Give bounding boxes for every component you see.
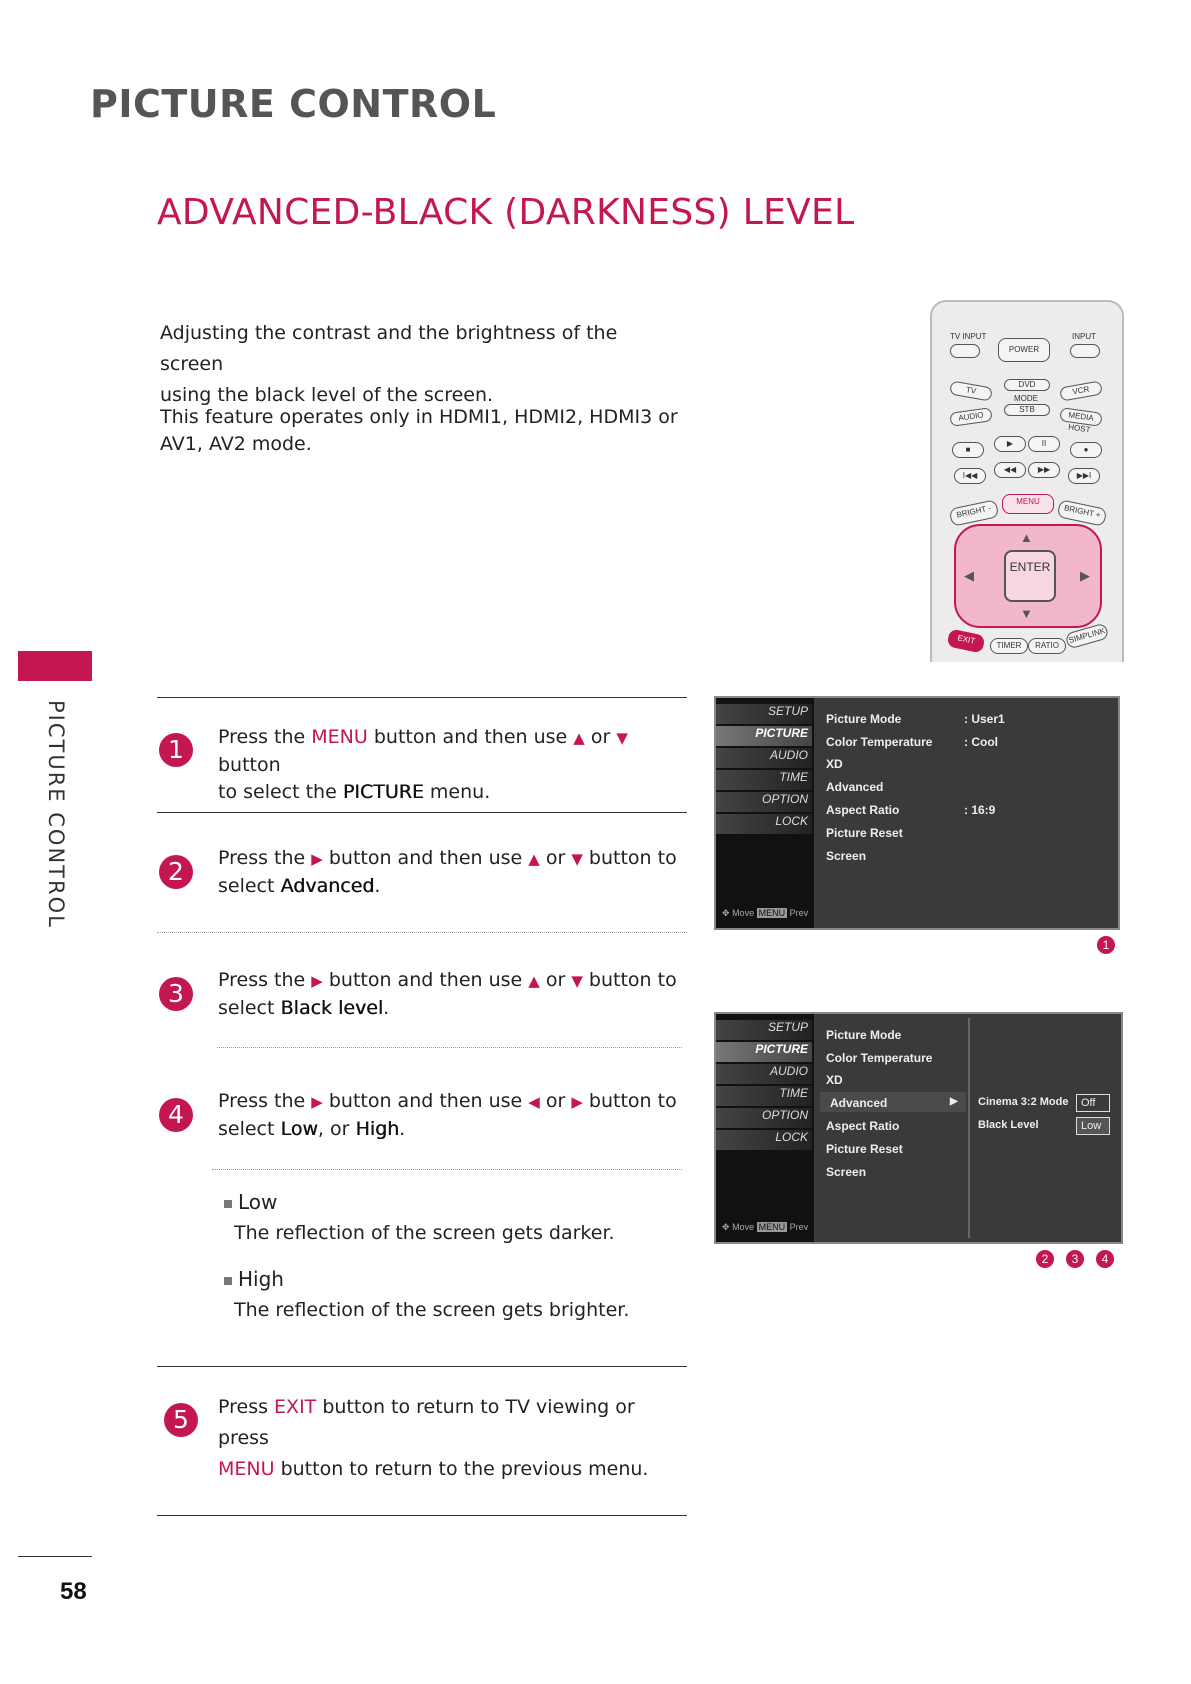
osd-tab-picture: PICTURE [716,726,812,746]
osd-item: Picture Reset [826,1142,903,1156]
enter-button[interactable]: ENTER [1004,550,1056,602]
up-arrow-icon[interactable]: ▲ [1020,530,1033,545]
osd-tab-time: TIME [716,770,812,790]
step-number-5: 5 [164,1403,198,1437]
intro-paragraph-2 [160,402,680,460]
right-arrow-icon: ▶ [571,1093,583,1111]
step-3-text: Press the ▶ button and then use ▲ or ▼ button to select Black level. [218,969,677,1019]
step-1-text: Press the MENU button and then use ▲ or ▼ button to select the PICTURE menu. [218,726,628,803]
timer-button[interactable]: TIMER [990,638,1028,654]
input-label: INPUT [1072,332,1096,341]
exit-button[interactable]: EXIT [947,628,986,653]
option-low-heading: Low [224,1190,277,1214]
exit-keyword: EXIT [274,1396,317,1418]
step-number-4: 4 [159,1098,193,1132]
bullet-square-icon [224,1200,232,1208]
intro-paragraph-1 [160,318,680,411]
osd-tab-setup: SETUP [716,1020,812,1040]
rewind-button[interactable]: ◀◀ [994,462,1026,478]
option-high-description: The reflection of the screen gets brighter. [234,1299,630,1321]
media-host-button[interactable]: MEDIA HOST [1059,407,1103,427]
section-title: ADVANCED-BLACK (DARKNESS) LEVEL [157,192,855,233]
tv-mode-button[interactable]: TV [949,380,993,401]
down-arrow-icon[interactable]: ▼ [1020,606,1033,621]
osd-item-selected: Advanced [830,1096,888,1110]
move-icon: ✥ [722,908,730,918]
menu-button[interactable]: MENU [1002,494,1054,514]
osd-footer: ✥ Move MENU Prev [722,1222,809,1232]
osd-tab-audio: AUDIO [716,1064,812,1084]
step-4-text: Press the ▶ button and then use ◀ or ▶ button to select Low, or High. [218,1090,677,1140]
audio-mode-button[interactable]: AUDIO [949,407,993,427]
sidebar-label: PICTURE CONTROL [44,700,68,929]
dvd-mode-button[interactable]: DVD [1004,379,1050,391]
osd-item: Aspect Ratio [826,1119,900,1133]
previous-button[interactable]: I◀◀ [954,468,986,484]
osd-item: Picture Mode [826,712,902,726]
osd-subvalue: Off [1076,1094,1110,1112]
intro-line: This feature operates only in HDMI1, HDMI2, HDMI3 or [160,406,678,428]
down-arrow-icon: ▼ [616,729,628,747]
step-number-2: 2 [159,855,193,889]
play-button[interactable]: ▶ [994,436,1026,452]
osd-subvalue-selected: Low [1076,1117,1110,1135]
mode-label: MODE [1014,394,1038,403]
pause-button[interactable]: II [1028,436,1060,452]
screenshot-step-badge: 3 [1066,1250,1084,1268]
osd-tab-column [716,1014,814,1242]
intro-line: using the black level of the screen. [160,384,494,406]
next-button[interactable]: ▶▶I [1068,468,1100,484]
menu-keyword: MENU [311,726,368,748]
remote-control-illustration [930,300,1124,662]
submenu-arrow-icon: ▶ [950,1096,958,1107]
bullet-square-icon [224,1277,232,1285]
osd-item: XD [826,1073,843,1087]
record-button[interactable]: ● [1070,442,1102,458]
osd-tab-time: TIME [716,1086,812,1106]
simplink-button[interactable]: SIMPLINK [1065,623,1110,650]
osd-tab-audio: AUDIO [716,748,812,768]
divider-dotted [217,1047,682,1048]
left-arrow-icon[interactable]: ◀ [964,568,974,583]
down-arrow-icon: ▼ [571,972,583,990]
right-arrow-icon: ▶ [311,972,323,990]
osd-item: Advanced [826,780,884,794]
osd-item: Screen [826,1165,867,1179]
osd-tab-option: OPTION [716,792,812,812]
step-2-text: Press the ▶ button and then use ▲ or ▼ button to select Advanced. [218,847,677,897]
osd-item: Screen [826,849,867,863]
osd-tab-lock: LOCK [716,1130,812,1150]
osd-item: Color Temperature [826,1051,933,1065]
osd-value: : 16:9 [964,803,996,817]
osd-tab-picture: PICTURE [716,1042,812,1062]
right-arrow-icon[interactable]: ▶ [1080,568,1090,583]
osd-value: : User1 [964,712,1005,726]
page-number: 58 [60,1578,87,1605]
vcr-mode-button[interactable]: VCR [1059,380,1103,401]
osd-subitem: Black Level [978,1119,1039,1131]
intro-line: Adjusting the contrast and the brightness of the screen [160,322,618,375]
osd-item: XD [826,757,843,771]
osd-item: Aspect Ratio [826,803,900,817]
fast-forward-button[interactable]: ▶▶ [1028,462,1060,478]
divider [157,1515,687,1516]
bright-minus-button[interactable]: BRIGHT - [949,499,1000,527]
screenshot-step-badge: 2 [1036,1250,1054,1268]
osd-tab-column [716,698,814,928]
up-arrow-icon: ▲ [528,972,540,990]
step-number-3: 3 [159,977,193,1011]
power-button[interactable]: POWER [998,338,1050,362]
osd-divider [968,1018,970,1238]
osd-menu-screenshot-1 [714,696,1120,930]
up-arrow-icon: ▲ [573,729,585,747]
ratio-button[interactable]: RATIO [1028,638,1066,654]
divider [157,1366,687,1367]
divider-dotted [157,932,687,933]
navigation-pad [954,524,1102,628]
stb-mode-button[interactable]: STB [1004,404,1050,416]
move-icon: ✥ [722,1222,730,1232]
osd-item: Picture Reset [826,826,903,840]
option-low-description: The reflection of the screen gets darker. [234,1222,615,1244]
osd-value: : Cool [964,735,998,749]
menu-keyword: MENU [218,1458,275,1480]
input-button[interactable] [1070,344,1100,358]
page-header-title: PICTURE CONTROL [90,82,497,126]
option-high-heading: High [224,1267,284,1291]
divider [157,812,687,813]
right-arrow-icon: ▶ [311,850,323,868]
right-arrow-icon: ▶ [311,1093,323,1111]
page-number-rule [18,1556,92,1557]
sidebar-tab-marker [18,651,92,681]
osd-tab-setup: SETUP [716,704,812,724]
osd-menu-screenshot-2 [714,1012,1123,1244]
osd-subitem: Cinema 3:2 Mode [978,1096,1069,1108]
divider [157,697,687,698]
divider-dotted [212,1169,682,1170]
stop-button[interactable]: ■ [952,442,984,458]
osd-tab-option: OPTION [716,1108,812,1128]
osd-item: Color Temperature [826,735,933,749]
left-arrow-icon: ◀ [528,1093,540,1111]
step-5-text: Press EXIT button to return to TV viewing or press MENU button to return to the previous menu. [218,1396,649,1480]
screenshot-step-badge: 1 [1097,936,1115,954]
up-arrow-icon: ▲ [528,850,540,868]
osd-tab-lock: LOCK [716,814,812,834]
osd-item: Picture Mode [826,1028,902,1042]
tv-input-button[interactable] [950,344,980,358]
osd-footer: ✥ Move MENU Prev [722,908,809,918]
tv-input-label: TV INPUT [950,332,987,341]
bright-plus-button[interactable]: BRIGHT + [1057,499,1108,527]
step-number-1: 1 [159,733,193,767]
down-arrow-icon: ▼ [571,850,583,868]
intro-line: AV1, AV2 mode. [160,433,312,455]
screenshot-step-badge: 4 [1096,1250,1114,1268]
